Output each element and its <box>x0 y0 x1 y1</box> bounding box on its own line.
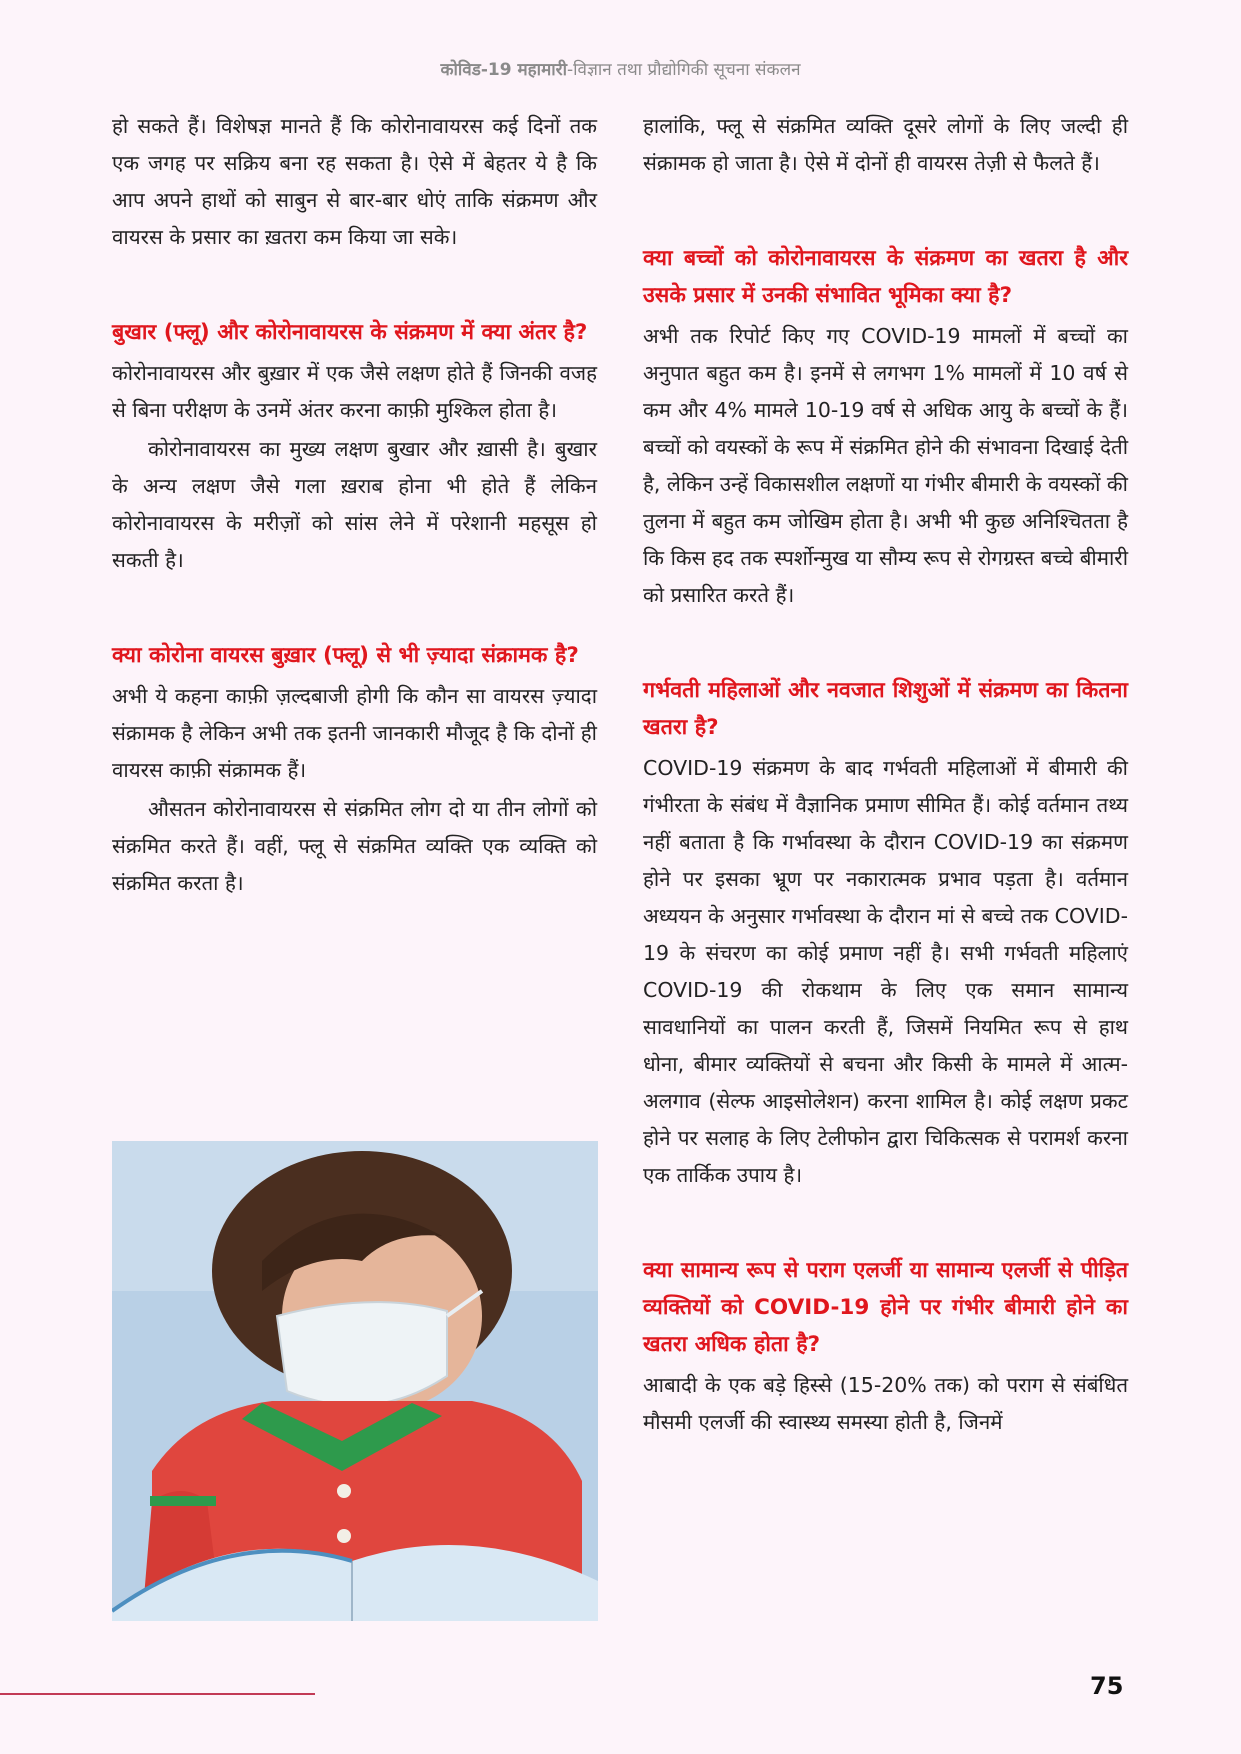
section-heading: क्या बच्चों को कोरोनावायरस के संक्रमण का खतरा है और उसके प्रसार में उनकी संभावित भूमिका क्या है? <box>643 246 1128 308</box>
running-header-title: कोविड-19 महामारी <box>440 60 567 80</box>
page-number: 75 <box>1090 1672 1124 1700</box>
shirt-button <box>337 1484 351 1498</box>
child-with-mask-photo <box>112 1141 598 1621</box>
section-heading: गर्भवती महिलाओं और नवजात शिशुओं में संक्रमण का कितना खतरा है? <box>643 678 1128 740</box>
paragraph: COVID-19 संक्रमण के बाद गर्भवती महिलाओं में बीमारी की गंभीरता के संबंध में वैज्ञानिक प्रमाण सीमित हैं। कोई वर्तमान तथ्य नहीं बताता है कि गर्भावस्था के दौरान COVID-19 का संक्रमण होने पर इसका भ्रूण पर नकारात्मक प्रभाव पड़ता है। वर्तमान अध्ययन के अनुसार गर्भावस्था के दौरान मां से बच्चे तक COVID-19 के संचरण का कोई प्रमाण नहीं है। सभी गर्भवती महिलाएं COVID-19 की रोकथाम के लिए एक समान सामान्य सावधानियों का पालन करती हैं, जिसमें नियमित रूप से हाथ धोना, बीमार व्यक्तियों से बचना और किसी के मामले में आत्म-अलगाव (सेल्फ आइसोलेशन) करना शामिल है। कोई लक्षण प्रकट होने पर सलाह के लिए टेलीफोन द्वारा चिकित्सक से परामर्श करना एक तार्किक उपाय है। <box>643 756 1128 1187</box>
paragraph: हो सकते हैं। विशेषज्ञ मानते हैं कि कोरोनावायरस कई दिनों तक एक जगह पर सक्रिय बना रह सकता है। ऐसे में बेहतर ये है कि आप अपने हाथों को साबुन से बार-बार धोएं ताकि संक्रमण और वायरस के प्रसार का ख़तरा कम किया जा सके। <box>112 114 597 249</box>
left-column <box>112 108 597 902</box>
right-column <box>643 108 1128 1441</box>
running-header <box>0 57 1241 80</box>
sleeve-stripe <box>150 1496 216 1506</box>
section-heading: बुखार (फ्लू) और कोरोनावायरस के संक्रमण में क्या अंतर है? <box>112 320 588 345</box>
face-mask <box>277 1302 447 1405</box>
paragraph: कोरोनावायरस का मुख्य लक्षण बुखार और ख़ासी है। बुखार के अन्य लक्षण जैसे गला ख़राब होना भी होते हैं लेकिन कोरोनावायरस के मरीज़ों को सांस लेने में परेशानी महसूस हो सकती है। <box>112 437 597 572</box>
paragraph: अभी तक रिपोर्ट किए गए COVID-19 मामलों में बच्चों का अनुपात बहुत कम है। इनमें से लगभग 1% मामलों में 10 वर्ष से कम और 4% मामले 10-19 वर्ष से अधिक आयु के बच्चों के हैं। बच्चों को वयस्कों के रूप में संक्रमित होने की संभावना दिखाई देती है, लेकिन उन्हें विकासशील लक्षणों या गंभीर बीमारी के वयस्कों की तुलना में बहुत कम जोखिम होता है। अभी भी कुछ अनिश्चितता है कि किस हद तक स्पर्शोन्मुख या सौम्य रूप से रोगग्रस्त बच्चे बीमारी को प्रसारित करते हैं। <box>643 324 1128 607</box>
section-heading: क्या सामान्य रूप से पराग एलर्जी या सामान्य एलर्जी से पीड़ित व्यक्तियों को COVID-19 होने पर गंभीर बीमारी होने का खतरा अधिक होता है? <box>643 1258 1128 1357</box>
running-header-subtitle: -विज्ञान तथा प्रौद्योगिकी सूचना संकलन <box>567 60 801 80</box>
paragraph: अभी ये कहना काफ़ी ज़ल्दबाजी होगी कि कौन सा वायरस ज़्यादा संक्रामक है लेकिन अभी तक इतनी जानकारी मौजूद है कि दोनों ही वायरस काफ़ी संक्रामक हैं। <box>112 684 597 782</box>
shirt-button <box>337 1529 351 1543</box>
paragraph: औसतन कोरोनावायरस से संक्रमित लोग दो या तीन लोगों को संक्रमित करते हैं। वहीं, फ्लू से संक्रमित व्यक्ति एक व्यक्ति को संक्रमित करता है। <box>112 797 597 895</box>
section-heading: क्या कोरोना वायरस बुख़ार (फ्लू) से भी ज़्यादा संक्रामक है? <box>112 643 579 668</box>
paragraph: हालांकि, फ्लू से संक्रमित व्यक्ति दूसरे लोगों के लिए जल्दी ही संक्रामक हो जाता है। ऐसे में दोनों ही वायरस तेज़ी से फैलते हैं। <box>643 114 1128 175</box>
footer-rule <box>0 1693 315 1695</box>
paragraph: कोरोनावायरस और बुख़ार में एक जैसे लक्षण होते हैं जिनकी वजह से बिना परीक्षण के उनमें अंतर करना काफ़ी मुश्किल होता है। <box>112 361 597 422</box>
child-with-mask-illustration <box>112 1141 598 1621</box>
paragraph: आबादी के एक बड़े हिस्से (15-20% तक) को पराग से संबंधित मौसमी एलर्जी की स्वास्थ्य समस्या होती है, जिनमें <box>643 1373 1128 1434</box>
